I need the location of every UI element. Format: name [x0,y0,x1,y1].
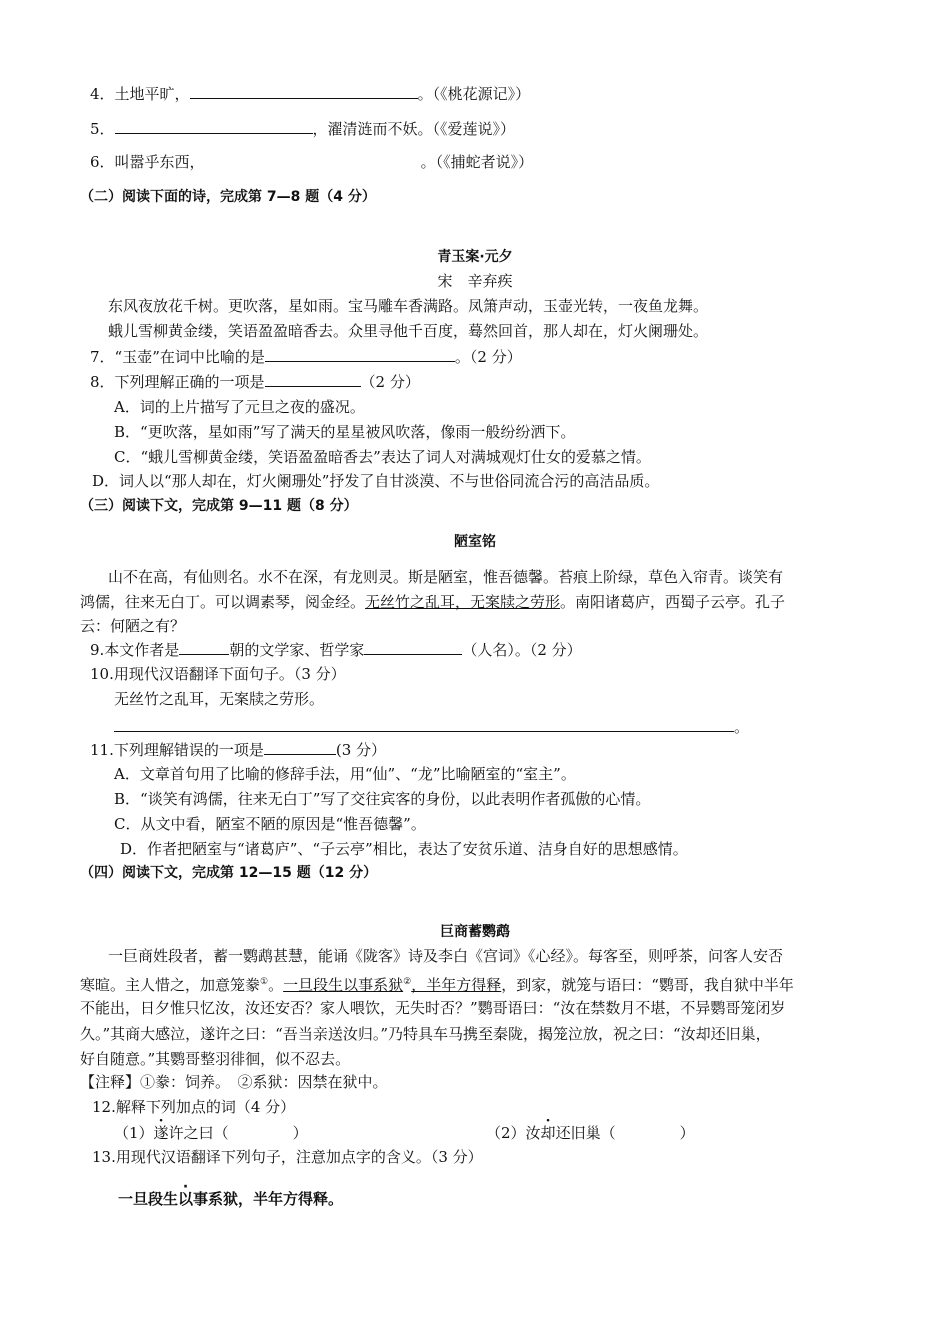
question-10: 10.用现代汉语翻译下面句子。（3 分） [90,665,346,683]
translate-sentence: 无丝竹之乱耳，无案牍之劳形。 [114,690,325,708]
option-d: D．词人以“那人却在，灯火阑珊处”抒发了自甘淡漠、不与世俗同流合污的高洁品质。 [92,472,660,490]
essay-title: 陋室铭 [454,534,496,550]
question-6: 6．叫嚣乎东西， 。（《捕蛇者说》） [90,153,534,171]
essay-paragraph: 寒暄。主人惜之，加意笼豢①。一旦段生以事系狱②，半年方得释，到家，就笼与语曰：“鹦哥，我自狱中半年 [80,976,794,994]
essay-title: 巨商蓄鹦鹉 [440,924,510,940]
option-c: C．从文中看，陋室不陋的原因是“惟吾德馨”。 [114,815,426,833]
essay-paragraph: 云：何陋之有？ [80,617,186,635]
option-a: A．词的上片描写了元旦之夜的盛况。 [114,398,365,416]
answer-blank[interactable] [265,370,361,387]
essay-paragraph: 鸿儒，往来无白丁。可以调素琴，阅金经。无丝竹之乱耳，无案牍之劳形。南阳诸葛庐，西蜀子云亭。孔子 [80,593,786,611]
section-heading: （二）阅读下面的诗，完成第 7—8 题（4 分） [80,189,376,205]
dotted-word: 遂 [153,1124,169,1142]
answer-blank[interactable] [114,715,734,732]
option-b: B．“更吹落，星如雨”写了满天的星星被风吹落，像雨一般纷纷洒下。 [114,423,576,441]
answer-blank[interactable] [115,117,313,134]
answer-line: 。 [114,715,749,738]
annotation-note: 【注释】①豢：饲养。 ②系狱：因禁在狱中。 [80,1073,388,1091]
poem-author: 宋 辛弃疾 [437,272,513,290]
essay-paragraph: 山不在高，有仙则名。水不在深，有龙则灵。斯是陋室，惟吾德馨。苔痕上阶绿，草色入帘青。谈笑有 [108,568,784,586]
dotted-word: 却 [540,1124,556,1142]
option-c: C．“蛾儿雪柳黄金缕，笑语盈盈暗香去”表达了词人对满城观灯仕女的爱慕之情。 [114,448,651,466]
answer-blank[interactable] [179,638,229,655]
option-a: A．文章首句用了比喻的修辞手法，用“仙”、“龙”比喻陋室的“室主”。 [114,765,576,783]
option-d: D．作者把陋室与“诸葛庐”、“子云亭”相比，表达了安贫乐道、洁身自好的思想感情。 [120,840,688,858]
essay-paragraph: 不能出，日夕惟只忆汝，汝还安否？家人喂饮，无失时否？”鹦哥语曰：“汝在禁数月不堪，不异鹦哥笼闭岁 [80,999,786,1017]
question-12-part-2: （2）汝却还旧巢（ ） [486,1124,695,1142]
question-11: 11.下列理解错误的一项是 (3 分） [90,738,386,761]
essay-paragraph: 一巨商姓段者，蓄一鹦鹉甚慧，能诵《陇客》诗及李白《宫词》《心经》。每客至，则呼茶，问客人安否 [108,947,784,965]
question-5: 5． ，濯清涟而不妖。（《爱莲说》） [90,117,515,140]
question-7: 7．“玉壶”在词中比喻的是 。（2 分） [90,345,522,368]
option-b: B．“谈笑有鸿儒，往来无白丁”写了交往宾客的身份，以此表明作者孤傲的心情。 [114,790,651,808]
answer-blank[interactable] [190,82,418,99]
question-4: 4．土地平旷， 。（《桃花源记》） [90,82,530,105]
question-12-part-1: （1）遂许之曰（ ） [114,1124,308,1142]
poem-title: 青玉案·元夕 [437,249,513,265]
translate-sentence: 一旦段生以事系狱，半年方得释。 [118,1190,344,1208]
poem-line: 蛾儿雪柳黄金缕，笑语盈盈暗香去。众里寻他千百度，蓦然回首，那人却在，灯火阑珊处。 [108,322,709,340]
section-heading: （四）阅读下文，完成第 12—15 题（12 分） [80,865,378,881]
question-13: 13.用现代汉语翻译下列句子，注意加点字的含义。（3 分） [92,1148,483,1166]
answer-blank[interactable] [364,638,462,655]
question-12: 12.解释下列加点的词（4 分） [92,1098,296,1116]
answer-blank[interactable] [265,345,455,362]
answer-blank[interactable] [264,738,336,755]
question-8: 8．下列理解正确的一项是 （2 分） [90,370,420,393]
dotted-word: 以 [178,1190,194,1208]
essay-paragraph: 好自随意。”其鹦哥整羽徘徊，似不忍去。 [80,1050,351,1068]
question-9: 9.本文作者是 朝的文学家、哲学家 （人名）。（2 分） [90,638,582,661]
section-heading: （三）阅读下文，完成第 9—11 题（8 分） [80,498,358,514]
poem-line: 东风夜放花千树。更吹落，星如雨。宝马雕车香满路。凤箫声动，玉壶光转，一夜鱼龙舞。 [108,297,709,315]
essay-paragraph: 久。”其商大感泣，遂许之曰：“吾当亲送汝归。”乃特具车马携至秦陇，揭笼泣放，祝之曰：“汝却还旧巢， [80,1025,771,1043]
